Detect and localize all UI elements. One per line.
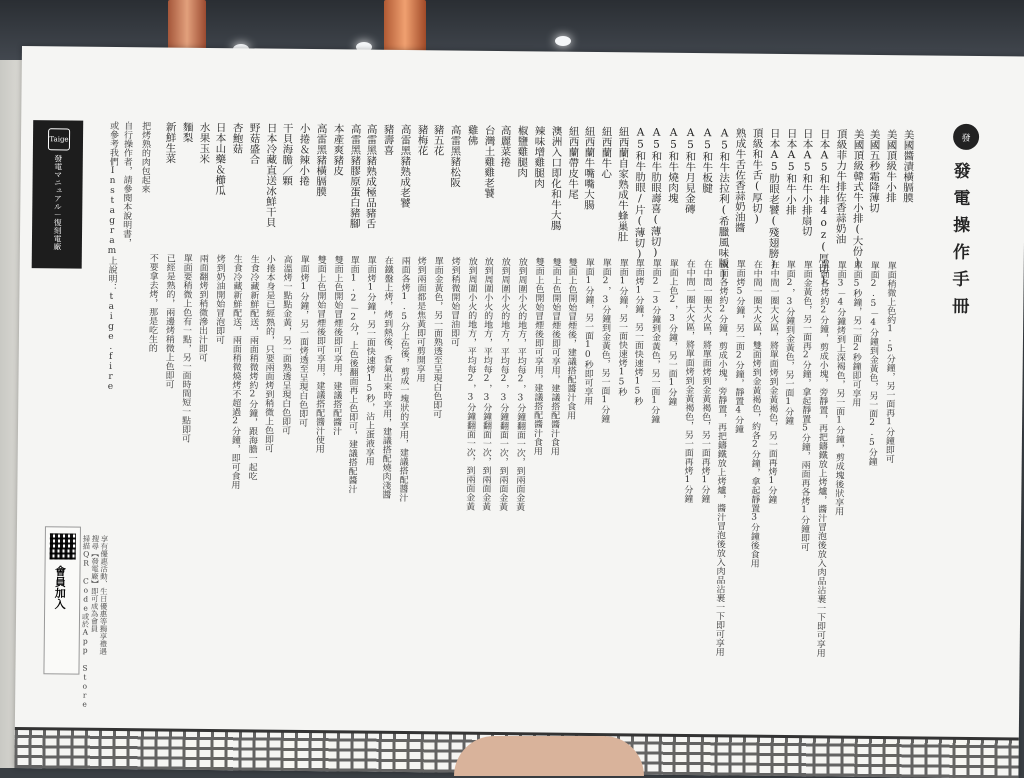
side-note-line1: 自行操作者，請參閱本說明書，	[120, 121, 133, 248]
menu-item-name: 美國頂級韓式牛小排(大份)	[851, 128, 865, 269]
menu-item-instructions: 單面5秒鐘，另一面2秒鐘即可享用	[850, 260, 862, 407]
menu-item-name: 日本A5和牛小排扇切	[800, 128, 814, 237]
menu-item-instructions: 雙面上色開始冒煙後即可享用，建議搭配醬汁食用	[548, 257, 561, 456]
menu-item-instructions: 在中間一圈大火區，將單面烤到金黃褐色，另一面再烤1分鐘	[682, 258, 695, 504]
menu-item-name: 紐西蘭牛嘴嘴大腸	[582, 125, 596, 211]
menu-item-name: 高雷黑豬熟成老饕	[398, 123, 412, 209]
menu-item-name: A5和牛板腱	[700, 127, 714, 194]
menu-item-name: 美國醬漬橫膈膜	[901, 129, 915, 203]
menu-item-instructions: 放到周圍小火的地方，平均每2，3分鐘翻面一次，到兩面金黃	[497, 257, 510, 512]
menu-item-name: 高雷黑豬膠原蛋白豬腳	[348, 123, 362, 229]
manual-title: 發電操作手冊	[948, 161, 970, 324]
menu-item-instructions: 單面2.5－4分鐘到金黃色，另一面2.5分鐘	[866, 260, 879, 466]
menu-item-name: 小捲＆辣小捲	[298, 122, 311, 187]
member-note-3: 享有優惠活動、生日優惠等獨享禮遇	[98, 534, 109, 655]
menu-item-name: 高麗菜捲	[499, 125, 512, 168]
menu-item-name: 麵梨	[181, 121, 194, 143]
menu-item-instructions: 單面3－4分鐘烤到上深褐色，另一面1分鐘，剪成塊後狀享用	[833, 260, 846, 516]
menu-item-name: 高雷黑豬熟成極品豬舌	[364, 123, 378, 229]
menu-item-name: 雞佛	[466, 124, 479, 146]
menu-item-instructions: 烤到兩面都是焦黃即可剪開享用	[414, 256, 426, 383]
menu-item-name: 高雷黑豬松阪	[449, 124, 462, 188]
menu-item-name: 豬五花	[432, 124, 445, 156]
brand-caption: 發電マニュアル－復刻電廠	[52, 154, 63, 251]
menu-item-instructions: 單面烤1分鐘，另一面烤透至呈現白色即可	[297, 254, 309, 428]
menu-item-name: A5和牛肋眼/片(薄切)	[633, 126, 647, 261]
member-signup-box	[43, 526, 81, 674]
menu-item-name: 杏鮑菇	[231, 122, 244, 154]
menu-item-name: 日本A5和牛小排	[784, 128, 798, 216]
menu-item-name: 美國頂級牛小排	[884, 129, 898, 203]
brand-badge	[32, 120, 84, 269]
menu-item-instructions: 在中間一圈大火區，將單面烤到金黃褐色，另一面再烤1分鐘	[766, 259, 779, 504]
menu-item-instructions: 單面1分鐘，另一面10秒即可享用	[582, 257, 594, 405]
menu-item-instructions: 兩面各烤約2分鐘，剪成小塊，旁靜置，再把鑄鐵放上烤爐，醬汁冒泡後放入肉品沾裹一下即可享用	[713, 259, 728, 657]
menu-item-instructions: 在鐵盤上烤，烤到熱後，香氣出來時享用，建議搭配燒肉淺醬	[380, 255, 393, 499]
member-note-2: 搜尋【發電廠】即可成為會員	[89, 534, 100, 633]
side-note-line2: 或參考我們Instagram上說明：taige.fire	[105, 120, 119, 392]
menu-item-name: 頂級和牛舌(厚切)	[750, 127, 764, 226]
menu-item-name: 干貝海膽／顆	[281, 122, 294, 186]
menu-item-instructions: 單面2，3分鐘到金黃色，另一面1分鐘	[599, 258, 611, 424]
menu-item-name: A5和牛肋眼壽喜(薄切)	[649, 126, 663, 259]
hand-holding-sheet	[454, 736, 644, 776]
menu-item-name: 日本A5和牛排4oz(厚切)	[817, 128, 831, 286]
menu-item-name: 頂級菲力牛排佐香蒜奶油	[834, 128, 848, 245]
menu-item-instructions: 雙面上色開始冒煙後即可享用，建議搭配醬汁食用	[531, 257, 544, 456]
menu-item-name: 新鮮生菜	[164, 121, 177, 164]
menu-item-name: 椒鹽雞腿肉	[516, 125, 529, 178]
menu-item-name: A5和牛法拉利(希臘風味版)	[717, 127, 731, 281]
menu-item-name: 紐西蘭帶皮牛尾	[566, 125, 580, 200]
menu-item-instructions: 高溫烤一點點金黃，另一面熟透呈現白色即可	[279, 254, 292, 435]
menu-item-instructions: 雙面上色開始冒煙後，建議搭配醬汁食用	[565, 257, 577, 420]
menu-item-name: 辣味增雞腿肉	[533, 125, 546, 189]
menu-item-name: 野菇盛合	[248, 122, 261, 165]
menu-item-instructions: 單面金黃色，另一面再2分鐘，拿起靜置5分鐘，兩面再各烤1分鐘即可	[798, 260, 812, 552]
menu-item-instructions: 生食冷藏新鮮配送，兩面稍微烤約2分鐘，跟海膽一起吃	[246, 254, 259, 481]
menu-item-instructions: 單面烤5分鐘，另一面2分鐘，靜置4分鐘	[732, 259, 745, 434]
menu-item-name: 日本冷藏直送冰鮮干貝	[264, 122, 278, 228]
menu-item-instructions: 在中間一圈大火區，將單面烤到金黃褐色，另一面再烤1分鐘	[699, 259, 712, 504]
menu-item-instructions: 兩面各烤1.5分上色後，剪成一塊狀的享用，建議搭配醬汁	[397, 255, 410, 503]
menu-item-instructions: 烤到奶油開始冒泡即可	[213, 254, 225, 345]
menu-item-instructions: 雙面上色開始冒煙後即可享用，建議搭配醬汁	[330, 255, 343, 436]
menu-item-name: A5和牛燒肉塊	[666, 126, 680, 204]
menu-item-instructions: 生食冷藏新鮮配送，兩面稍微燒烤不超過2分鐘，即可食用	[229, 254, 242, 490]
menu-item-name: 水果玉米	[198, 121, 211, 164]
menu-item-instructions: 單面2－3分鐘到金黃色，另一面1分鐘	[649, 258, 661, 424]
menu-item-instructions: 兩面翻烤到稍微滲出汁即可	[196, 253, 208, 362]
menu-item-name: 澳洲入口即化和牛大腸	[549, 125, 563, 231]
menu-item-name: 豬壽喜	[382, 123, 395, 156]
brand-logo-icon: 發	[953, 124, 979, 150]
menu-item-name: 紐西蘭自家熟成牛蜂巢肚	[616, 126, 630, 242]
menu-item-instructions: 單面稍微上色約1.5分鐘，另一面再1分鐘即可	[883, 261, 896, 464]
taige-logo-icon: Taige	[48, 128, 70, 150]
menu-item-instructions: 單面金黃色，另一面熟透至呈現白色即可	[431, 256, 443, 419]
menu-item-instructions: 單面上色2，3分鐘，另一面1分鐘	[666, 258, 678, 406]
menu-item-instructions: 單面烤1分鐘，另一面快速烤15秒	[632, 258, 644, 406]
menu-item-instructions: 單面1分鐘，另一面快速烤15秒	[616, 258, 628, 397]
menu-item-instructions: 放到周圍小火的地方，平均每2，3分鐘翻面一次，到兩面金黃	[514, 257, 527, 512]
menu-item-name: 熟成牛舌佐香蒜奶油醬	[733, 127, 747, 233]
menu-item-name: 紐西蘭牛心	[600, 126, 613, 179]
menu-item-name: 本產爽豬皮	[332, 123, 345, 176]
menu-item-instructions: 單面1.2－2分，上色後翻面再上色即可，建議搭配醬汁	[346, 255, 359, 494]
menu-item-instructions: 單面各烤約2分鐘，剪成小塊，旁靜置，再把鑄鐵放上烤爐，醬汁冒泡後放入肉品沾裹一下即可享用	[814, 260, 829, 658]
menu-item-name: 日本山藥＆櫛瓜	[213, 122, 227, 196]
menu-item-name: 日本A5肋眼老饕(殘翅膀)	[767, 127, 781, 271]
member-note-1: 掃描QR Code或於App Store	[80, 534, 91, 709]
menu-item-instructions: 放到周圍小火的地方，平均每2，3分鐘翻面一次，到兩面金黃	[464, 256, 477, 511]
menu-item-name: A5和牛月見金磚	[683, 126, 697, 215]
ceiling-lamp	[555, 36, 571, 46]
menu-item-name: 美國五秒霜降薄切	[867, 128, 881, 213]
menu-item-instructions: 放到周圍小火的地方，平均每2，3分鐘翻面一次，到兩面金黃	[480, 256, 493, 511]
menu-item-instructions: 雙面上色開始冒煙後即可享用，建議搭配醬汁使用	[313, 255, 326, 454]
manual-sheet	[14, 46, 1024, 778]
menu-item-instructions: 單面2，3分鐘到金黃色，另一面1分鐘	[783, 259, 795, 426]
menu-item-instructions: 單面要稍微上色有一點，另一面時間短一點即可	[179, 253, 192, 443]
menu-item-name: 台灣土雞雞老饕	[482, 124, 496, 199]
qr-code-icon	[50, 533, 76, 559]
menu-item-instructions: 小捲本身是已經熟的，只要兩面烤到稍微上色即可	[262, 254, 275, 453]
menu-item-instructions: 已經是熟的，兩邊烤稍微上色即可	[163, 253, 175, 389]
menu-item-instructions: 單面烤1分鐘，另一面快速烤15秒，沾上蛋液享用	[363, 255, 376, 466]
menu-item-instructions: 不要拿去烤，那是吃生的	[146, 253, 158, 353]
menu-item-instructions: 在中間一圈大火區，雙面烤到金黃褐色，約各2分鐘，拿起靜置3分鐘後食用	[748, 259, 762, 568]
menu-item-name: 高雷黑豬橫膈膜	[314, 123, 328, 197]
member-label: 會員加入	[53, 565, 67, 610]
menu-item-instructions: 烤到稍微開始冒油即可	[448, 256, 460, 347]
footer-desc: 把烤熟的肉包起來	[139, 121, 151, 194]
menu-item-name: 豬梅花	[416, 124, 429, 156]
